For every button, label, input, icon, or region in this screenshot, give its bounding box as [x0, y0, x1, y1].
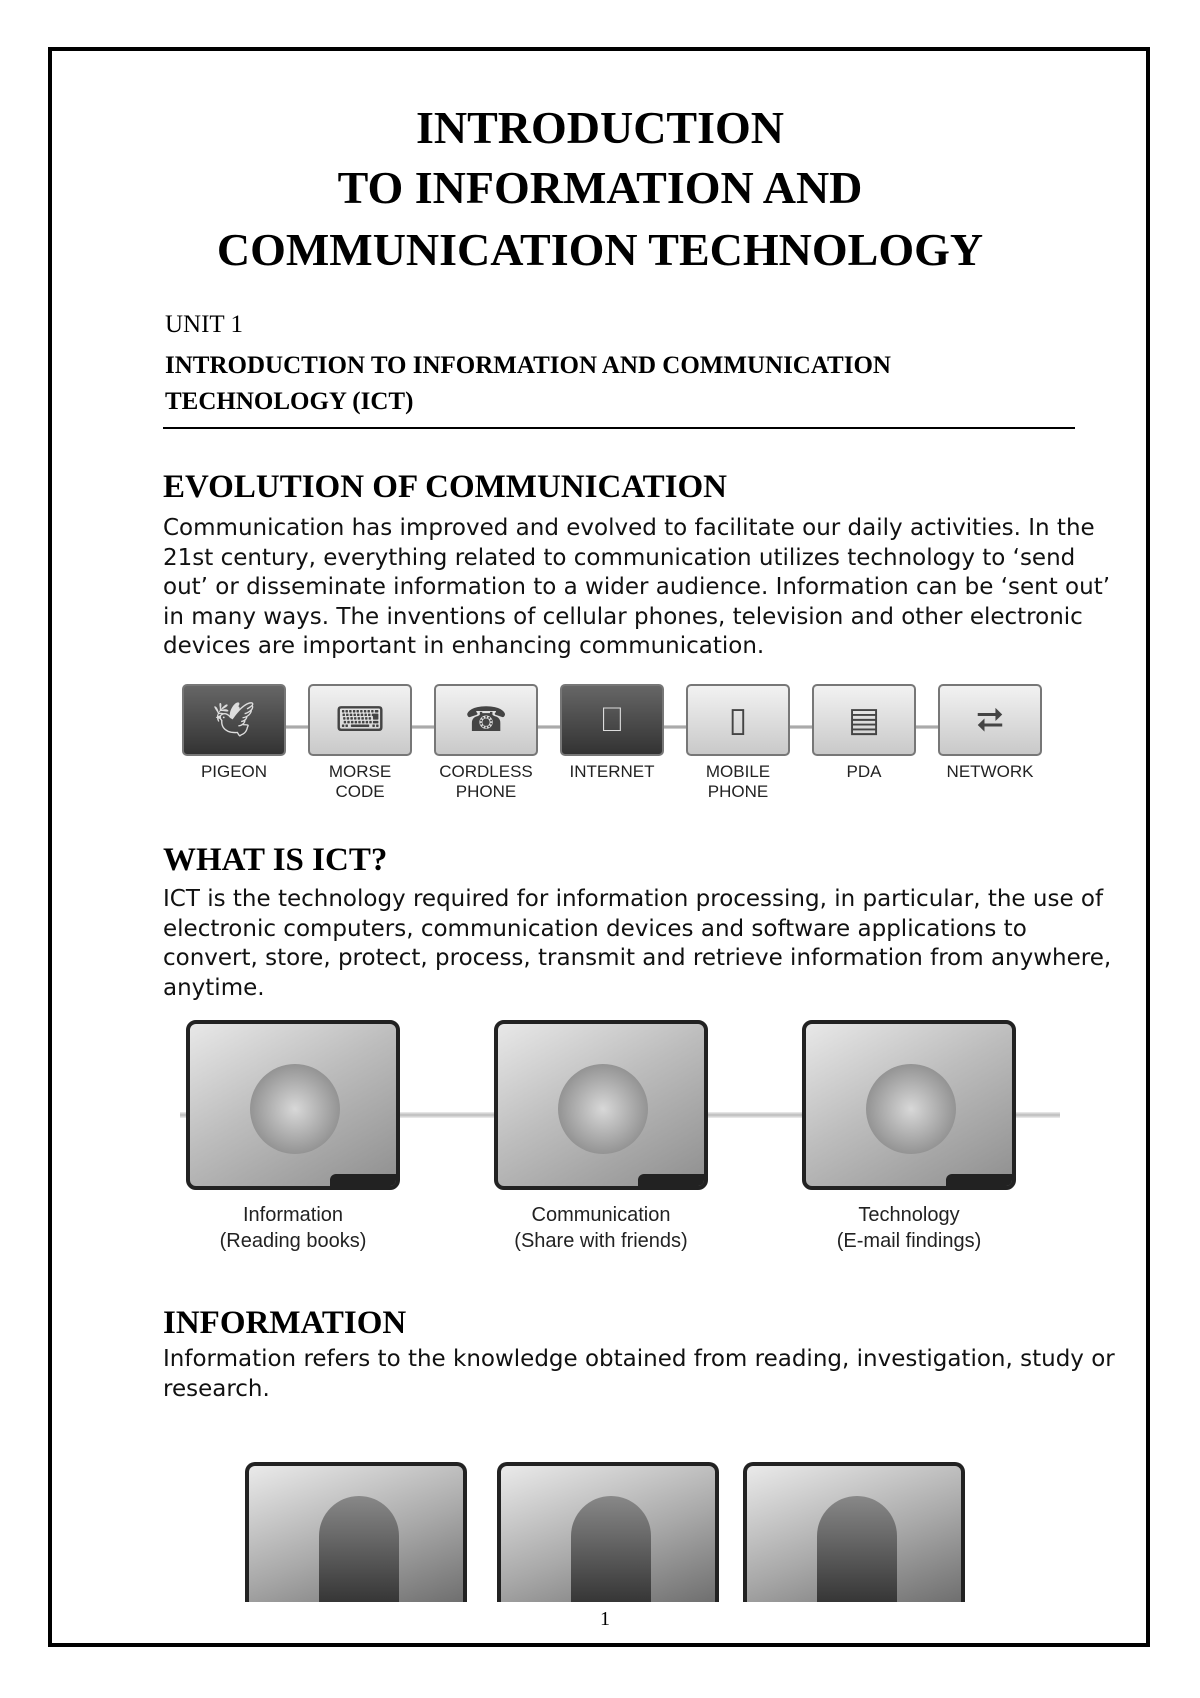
photo-students-computers — [743, 1462, 965, 1602]
ict-illustration — [180, 1020, 1060, 1275]
ict-caption-title: Information — [242, 1204, 344, 1226]
network-icon: ⮂ — [938, 684, 1042, 756]
unit-label: UNIT 1 — [165, 311, 244, 338]
timeline-item-cordless-phone — [434, 684, 538, 802]
document-title-line-2: TO INFORMATION AND — [337, 162, 863, 213]
ict-caption — [802, 1202, 1016, 1254]
timeline-label: INTERNET — [569, 762, 655, 781]
timeline-item-mobile-phone — [686, 684, 790, 802]
section-body-ict: ICT is the technology required for information processing, in particular, the use of electronic computers, communication devices and software applications to convert, store, protect, process, transmit and retrieve information from anywhere, anytime. — [163, 886, 1112, 1001]
timeline-label: NETWORK — [946, 762, 1034, 781]
section-heading-ict: WHAT IS ICT? — [163, 842, 388, 878]
section-heading-information: INFORMATION — [163, 1305, 407, 1341]
section-body-evolution: Communication has improved and evolved to facilitate our daily activities. In the 21st century, everything related to communication utilizes technology to ‘send out’ or disseminate information to a wider audience. Information can be ‘sent out’ in many ways. The inventions of cellular phones, television and other electronic devices are important in enhancing communication. — [163, 515, 1111, 659]
timeline-item-network — [938, 684, 1042, 782]
page-number: 1 — [600, 1608, 610, 1630]
section-body-information: Information refers to the knowledge obtained from reading, investigation, study or research. — [163, 1346, 1115, 1402]
unit-title: INTRODUCTION TO INFORMATION AND COMMUNICATION TECHNOLOGY (ICT) — [165, 352, 891, 415]
bird-icon: 🕊 — [182, 684, 286, 756]
photo-newspaper-reader — [245, 1462, 467, 1602]
timeline-label: MOBILE PHONE — [705, 762, 771, 801]
ict-caption-title: Communication — [531, 1204, 671, 1226]
information-photos — [245, 1462, 965, 1602]
telegraph-key-icon: ⌨ — [308, 684, 412, 756]
photo-friends — [494, 1020, 708, 1190]
timeline-item-pda — [812, 684, 916, 782]
timeline-item-morse-code — [308, 684, 412, 802]
timeline-label: PDA — [846, 762, 882, 781]
ict-item-communication — [494, 1020, 708, 1254]
ict-caption-subtitle: (Reading books) — [219, 1230, 367, 1252]
phone-icon: ☎ — [434, 684, 538, 756]
ict-caption-subtitle: (Share with friends) — [514, 1230, 688, 1252]
timeline-item-pigeon — [182, 684, 286, 782]
ict-caption-subtitle: (E-mail findings) — [836, 1230, 982, 1252]
photo-computer-user — [802, 1020, 1016, 1190]
photo-laboratory — [497, 1462, 719, 1602]
unit-divider — [163, 427, 1075, 429]
ict-caption-title: Technology — [858, 1204, 960, 1226]
mobile-phone-icon: ▯ — [686, 684, 790, 756]
ict-caption — [494, 1202, 708, 1254]
photo-reading — [186, 1020, 400, 1190]
timeline-label: PIGEON — [200, 762, 268, 781]
evolution-timeline — [182, 684, 1052, 814]
ict-item-technology — [802, 1020, 1016, 1254]
pda-icon: ▤ — [812, 684, 916, 756]
timeline-item-internet — [560, 684, 664, 782]
timeline-label: CORDLESS PHONE — [439, 762, 533, 801]
document-title-line-3: COMMUNICATION TECHNOLOGY — [216, 224, 984, 275]
computer-icon: ⎕ — [560, 684, 664, 756]
ict-item-information — [186, 1020, 400, 1254]
timeline-label: MORSE CODE — [328, 762, 392, 801]
section-heading-evolution: EVOLUTION OF COMMUNICATION — [163, 469, 728, 505]
ict-caption — [186, 1202, 400, 1254]
document-title-line-1: INTRODUCTION — [415, 102, 785, 153]
